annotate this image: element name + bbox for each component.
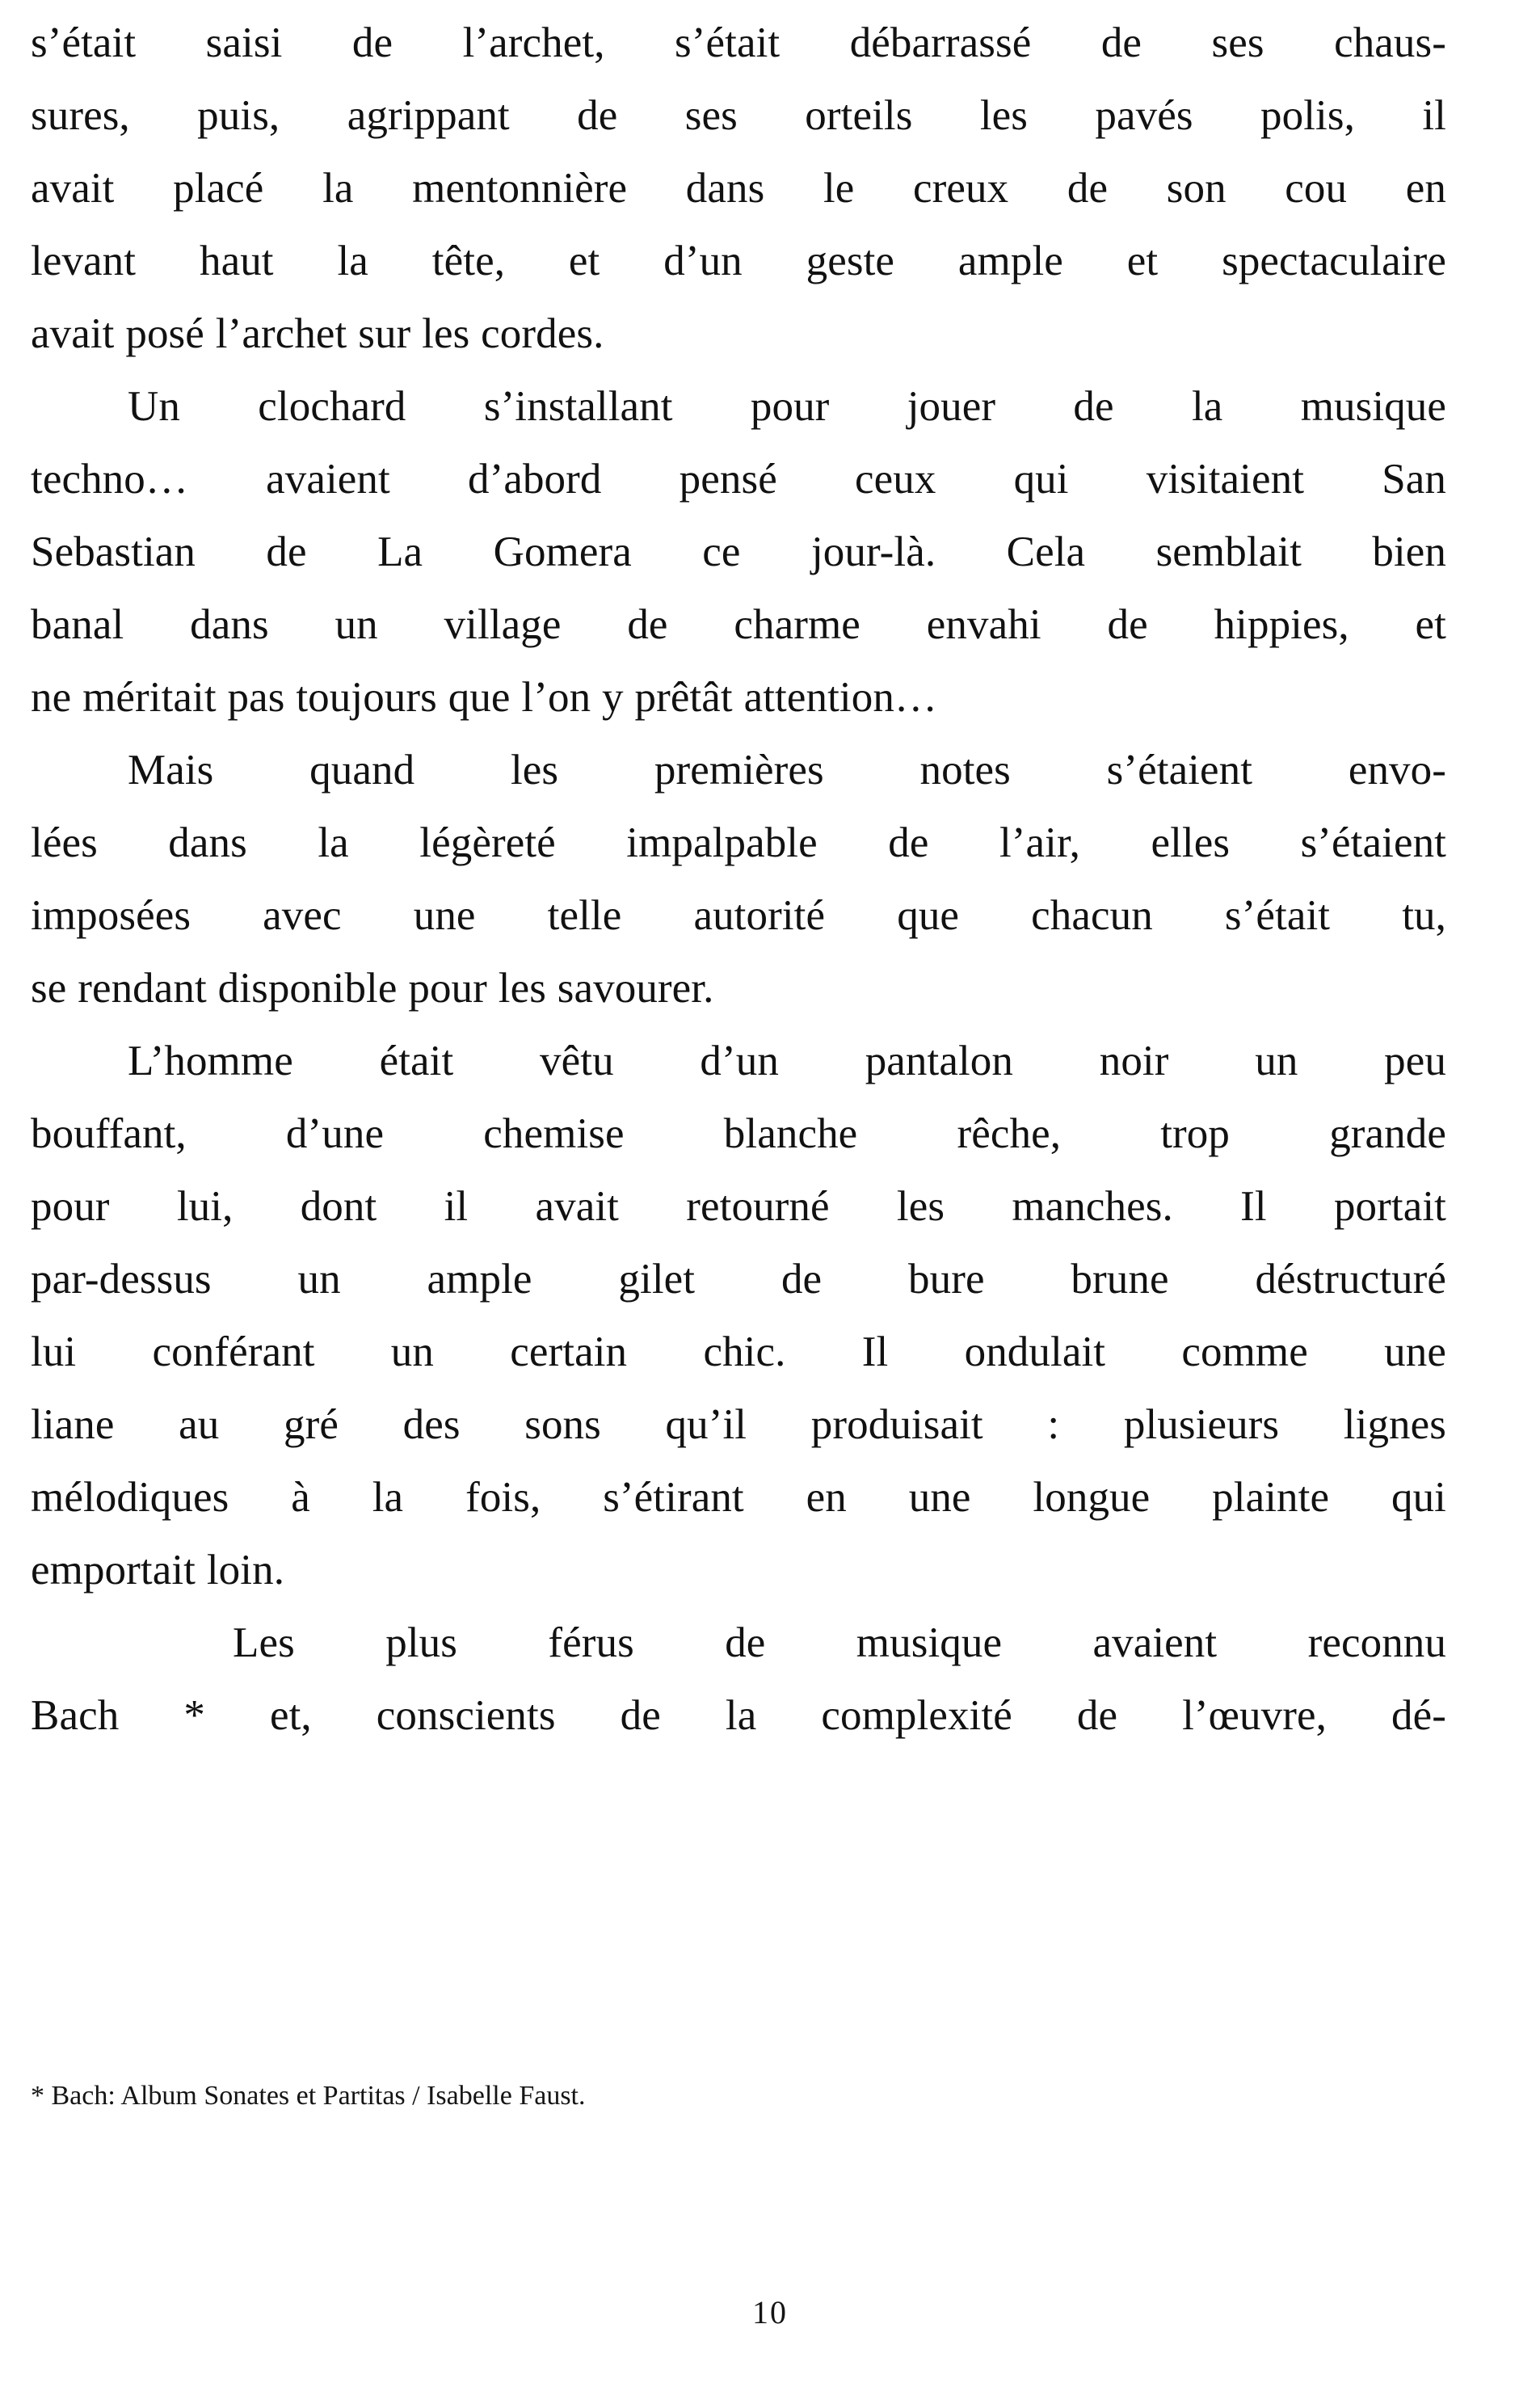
footnote-text: * Bach: Album Sonates et Partitas / Isabelle Faust. xyxy=(31,2081,586,2111)
page-number-value: 10 xyxy=(752,2294,788,2330)
paragraph xyxy=(31,6,1446,370)
paragraph xyxy=(31,1606,1446,1752)
text-line: emportait loin. xyxy=(31,1547,285,1594)
text-line: imposées avec une telle autorité que chacun s’était tu, xyxy=(31,892,1446,939)
text-line: Mais quand les premières notes s’étaient envo- xyxy=(128,747,1446,794)
text-line: Les plus férus de musique avaient reconnu xyxy=(233,1619,1446,1666)
text-line: Sebastian de La Gomera ce jour-là. Cela semblait bien xyxy=(31,528,1446,575)
text-line: pour lui, dont il avait retourné les manches. Il portait xyxy=(31,1183,1446,1230)
text-line: ne méritait pas toujours que l’on y prêtât attention… xyxy=(31,674,938,721)
text-line: se rendant disponible pour les savourer. xyxy=(31,965,714,1012)
text-line: sures, puis, agrippant de ses orteils les pavés polis, il xyxy=(31,92,1446,139)
footnote xyxy=(31,2078,1446,2114)
text-line: s’était saisi de l’archet, s’était débarrassé de ses chaus- xyxy=(31,19,1446,66)
page-number xyxy=(0,2293,1540,2332)
text-line: techno… avaient d’abord pensé ceux qui visitaient San xyxy=(31,456,1446,503)
paragraph xyxy=(31,1025,1446,1606)
text-line: banal dans un village de charme envahi de hippies, et xyxy=(31,601,1446,648)
text-line: Un clochard s’installant pour jouer de la musique xyxy=(128,383,1446,430)
text-line: levant haut la tête, et d’un geste ample et spectaculaire xyxy=(31,238,1446,284)
paragraph xyxy=(31,734,1446,1025)
text-line: L’homme était vêtu d’un pantalon noir un peu xyxy=(128,1038,1446,1084)
text-line: par-dessus un ample gilet de bure brune déstructuré xyxy=(31,1256,1446,1303)
text-line: liane au gré des sons qu’il produisait : plusieurs lignes xyxy=(31,1401,1446,1448)
text-line: lui conférant un certain chic. Il ondulait comme une xyxy=(31,1328,1446,1375)
text-line: mélodiques à la fois, s’étirant en une longue plainte qui xyxy=(31,1474,1446,1521)
text-line: avait posé l’archet sur les cordes. xyxy=(31,310,604,357)
text-line: avait placé la mentonnière dans le creux de son cou en xyxy=(31,165,1446,212)
text-line: bouffant, d’une chemise blanche rêche, trop grande xyxy=(31,1110,1446,1157)
body-text-column xyxy=(31,6,1446,1752)
text-line: lées dans la légèreté impalpable de l’air, elles s’étaient xyxy=(31,819,1446,866)
text-line: Bach * et, conscients de la complexité de l’œuvre, dé- xyxy=(31,1692,1446,1739)
paragraph xyxy=(31,370,1446,734)
